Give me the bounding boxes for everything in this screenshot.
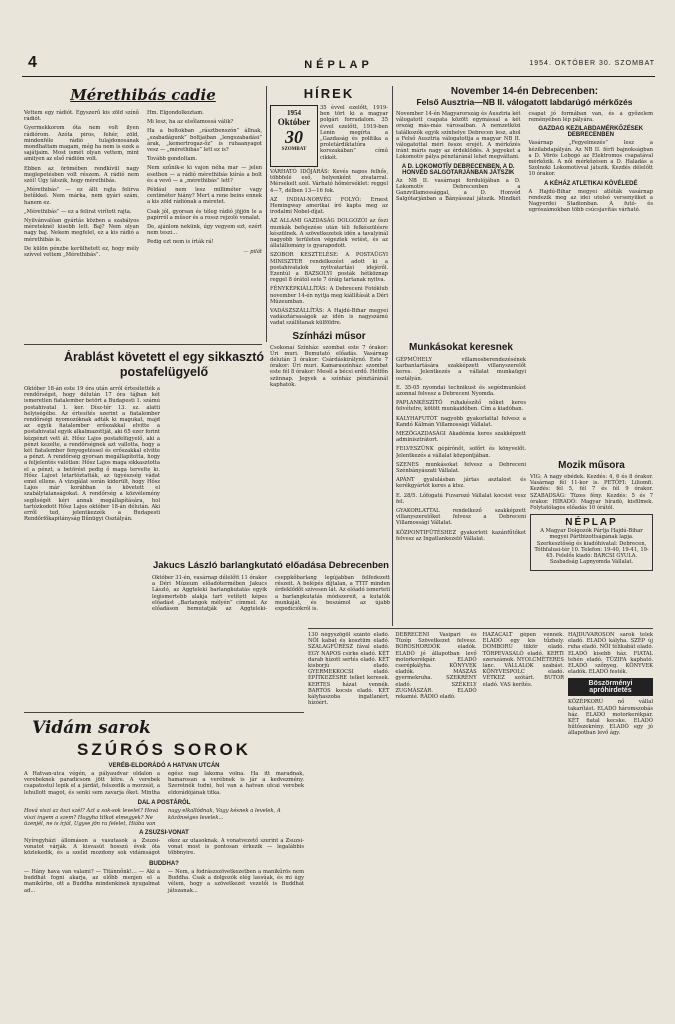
november14-title: November 14-én Debrecenben: xyxy=(450,86,599,97)
date-day: 30 xyxy=(285,127,303,147)
merethibas-p13: Például nem lesz milliméter vagy centiméter hiány? Mert a rene beins ennek a kis zöld rádiónak a méretet. xyxy=(147,187,262,206)
right-boxes xyxy=(530,460,653,624)
vidam-sub2: A ZSUZSI-VONAT xyxy=(139,829,189,836)
jakucs-article xyxy=(152,560,390,626)
divider xyxy=(266,86,267,342)
munkasokat-title: Munkásokat keresnek xyxy=(409,342,513,353)
merethibas-p3: Ebben az örömében rendkívül nagy meglepetésben volt részem. A rádió nem szól! Úgy látszik, hogy mérethibás. xyxy=(24,165,139,185)
merethibas-p11: Tovább gondoltam. xyxy=(147,156,198,163)
november14-subtitle: Felső Ausztria—NB II. válogatott labdarúgó mérkőzés xyxy=(416,97,633,107)
merethibas-p5: „Mérethibás” — ez a felirat virított rajta. xyxy=(24,208,132,215)
hirek-column xyxy=(270,86,388,546)
apro-side xyxy=(568,632,653,1018)
vidam-sarok-title: Vidám sarok xyxy=(32,718,151,738)
szinhazi-body: Csokonai Színház: szombat este 7 órakor: Úri muri. Bemutató előadás. Vasárnap délután 3 órakor: Csárdáskirálynő. Este 7 órakor: Úri muri. Kamaraszínház: szombat este fél 8 órakor: Mesél a bécsi erdő. Hétfőn szünnap. Jegyek a színház pénztáránál kaphatók. xyxy=(270,344,388,388)
divider xyxy=(24,712,304,713)
divider xyxy=(308,628,653,629)
neplap-box xyxy=(530,514,653,571)
job-ad: APÁNT gyalulásban jártas asztalost és kerékgyártót keres a ktsz. xyxy=(396,477,526,490)
merethibas-p12: Nem szűnik-e ki vajon néha mar — jelen esetben — a rádió mérethibás kiírás a bolt és a vevő — a „mérethibás” lett? xyxy=(147,165,262,184)
jakucs-body: Október 31-én, vasárnap délelőtt 11 órakor a Déri Múzeum előadótermében Jakucs László, az Aggteleki barlangkutatás egyik legismertebb alakja tart vetített képes előadást „Barlangok mélyén” címmel. Az előadáson bemutatják az Aggteleki-cseppkőbarlang legújabban felfedezett részeit. A belépés díjtalan, a TTIT minden érdeklődőt szívesen lát. Az előadó ismerteti a barlangkutatás módszereit, a kutatók munkáját, és beszámol az újabb expedíciókról is. xyxy=(152,575,390,613)
hirek-title: HÍREK xyxy=(303,86,355,101)
merethibas-p10: Ha a boltokban „rásztbenszón” állnak, „szabadágunk” boltjaiban „lengszabadási” árak, „kemertrogaz-őz” is ruhaanyagot vesz — „mérethibás” lett ez is? xyxy=(147,128,262,154)
merethibas-p6: Nyilvánvalóan gyártás közben a szabályos méreteknél kisebb lett. Baj? Nem olyan nagy baj. Nekem megfelel, ez a kis rádió a mérethibás is. xyxy=(24,218,139,243)
vidam-body1: A Hatvan-utca végén, a pályaudvar oldalon a verebeknek paradicsom jött létre. A verebek csapatostul lepik el a járdát, felszedik a morzsát, a lehullott magot, és senki sem zavarja őket. Mintha egész nap lakoma volna. Ha itt maradnak, hamarosan a verébnek is jár a kedvezmény. Szeretnék tudni, hol van a hatvan utcai verebek eldorádójának titka. xyxy=(24,771,304,796)
date-weekday: SZOMBAT xyxy=(281,147,307,152)
merethibas-p8: Hm. Elgondolkoztam. xyxy=(147,110,204,116)
divider xyxy=(392,86,393,626)
hirek-item: VADÁSZSZÁLLÍTÁS: A Hajdú-Bihar megyei vadásztársaságok az idén is nagyszámú vadat szállítanak külföldre. xyxy=(270,308,388,327)
november14-body3: A Hajdú-Bihar megyei atléták vasárnap rendezik meg az idei utolsó versenyüket a Nagyerdei Stadionban. A futó- és ugrószámokban több csúcsjavítás várható. xyxy=(528,188,653,214)
arablast-article xyxy=(24,350,304,705)
vidam-sub1: DAL A POSTÁRÓL xyxy=(137,800,191,807)
vidam-kicker: VERÉB-ELDORÁDÓ A HATVAN UTCÁN xyxy=(108,763,220,769)
merethibas-p15: De, ajánlom nekünk, úgy vegyem ezt, ezért nem teszi... xyxy=(147,224,262,237)
hirek-item: VÁRHATÓ IDŐJÁRÁS: Kevés napos felhős, többfelé eső, helyenként zivatarral. Mérsékelt szél. Várható hőmérséklet: reggel 4—7, délben 13—16 fok. xyxy=(270,169,388,194)
november14-sub3: A KÉHÁZ ATLETIKAI KÖVÉLEDÉ xyxy=(544,180,638,187)
job-ad: FELVESZÜNK gépírónőt, sofőrt és könyvelőt. Jelentkezés a vállalat központjában. xyxy=(396,446,526,459)
job-ad: GYAKORLATTAL rendelkező szakképzett villanyszerelőket felvesz a Debreceni Villamossági Vállalat. xyxy=(396,508,526,527)
merethibas-column xyxy=(24,86,262,340)
jakucs-title: Jakucs László barlangkutató előadása Debrecenben xyxy=(152,560,389,571)
merethibas-title: Mérethibás cadie xyxy=(70,86,216,104)
vidam-body3: — Hány hava van valami? — Titánnőnk!... — Aki a buddhát fogni akarja, az előbb menjen el a manikűrbe, ott a Buddha mindenkinek nyugalmat ad... xyxy=(24,869,160,894)
newspaper-name: NÉPLAP xyxy=(304,59,373,71)
job-ad: KÖZPONTIFŰTÉSHEZ gyakorlott kazánfűtőket felvesz az Ingatlankezelő Vállalat. xyxy=(396,529,526,542)
merethibas-p4: „Mérethibás” — ez állt rajta felírva betűkkel. Nem márka, nem gyári szám, hanem ez. xyxy=(24,187,139,206)
szuros-sorok-title: SZÚRÓS SOROK xyxy=(77,740,251,759)
merethibas-p2: Gyermekkorom óta nem volt ilyen rádiórom. Azóta piros, fehér, zöld, mindenféle rádió tulajdonosának mondhattam magam, még ha nem is ezek a sajátjaim. Most ismét olyan vettem, mint amilyen az első rádióm volt. xyxy=(24,125,139,163)
vidam-body4: — Nem, a fodrászszövetkezetben a manikűrös nem Buddha. Csak a dolgozók elég lassúak, és mi úgy vélem, hogy a szövetkezet vezetői is Buddhát játszanak... xyxy=(168,869,304,894)
merethibas-p1: Vettem egy rádiót. Egyszerű kis zöld színű rádiót. xyxy=(24,110,139,123)
vidam-sarok xyxy=(24,718,304,1018)
vidam-body2: Nyíregyházi állomáson a vasutasok a Zsuzsi-vonatot várják. A kisvasút hosszú évek óta közlekedik, és a szelíd mozdony sok vidámságot okoz az utasoknak. A vonatvezető szerint a Zsuzsi-vonat most is pontosan érkezik — legalábbis többnyire. xyxy=(24,837,304,857)
hirek-anniversary: 35 évvel ezelőtt, 1919-ben tört ki a magyar polgári forradalom. 35 évvel ezelőtt, 1919-ben Lenin megírta a „Gazdaság és politika a proletárdiktatúra korszakában” című cikkét. xyxy=(320,105,388,161)
november14-sub2: GAZDAG KEZILABDAMÉRKŐZÉSEK DEBRECENBEN xyxy=(538,126,644,139)
job-ad: KALYHAFUTÓT nagyobb gyakorlattal felvesz a Kandó Kálmán Villamossági Vállalat. xyxy=(396,415,526,428)
apro-col: HAZACALT gépen vennék. ELADÓ egy kis tűzhely. DOMBORÚ tükör eladó. TÖRPEVASALÓ eladó. KERTI szerszámok. NYOLCMÉTERES lánc. VÁLLALOK szabást. KÖNYVESPOLC eladó. VÉTKEZ szótárt. BUTOR eladó. VAS kerítés. xyxy=(482,632,564,688)
divider xyxy=(24,344,262,345)
job-ad: PAPLANKÉSZÍTŐ ruhakészítő nőket keres felvételre, kötött munkaidőben. Cím a kiadóban. xyxy=(396,400,526,413)
apro-title: Böszörményi apróhirdetés xyxy=(568,678,653,696)
job-ad: E. 35-05 nyomdai technikust és segédmunkást azonnal felvesz a Debreceni Nyomda. xyxy=(396,384,526,398)
vidam-poem: Hová viszi az öszi szél? Azt a sok-sok levelet? Hová viszi ingem a szem? Hogyha titkot elmegyek? Ne üzenjél, ne is írjál, Ugyse jön ra felelet, Hiába van nagy elkallódnak, Vagy késnek a levelek, A közönséges levelek... xyxy=(24,808,281,827)
hirek-item: AZ ALLAMI GAZDASÁG DOLGOZÓI az őszi munkák befejezése után téli felkészülésre készülnek. A szövetkezetek idén a tavalyinál nagyobb területen végeztek vetést, és az állatállomány is gyarapodott. xyxy=(270,218,388,250)
apro-col: KÖZÉPKORÚ nő vállal takarítást. ELADÓ háromszobás ház. ELADÓ motorkerékpár. KÉT fiatal kecske. ELADÓ hűtőszekrény. ELADÓ egy jó állapotban levő ágy. xyxy=(568,699,653,737)
november14-article xyxy=(396,86,653,338)
neplap-box-body: A Magyar Dolgozók Pártja Hajdú-Bihar megyei Pártbizottságának lapja. Szerkesztőség és kiadóhivatal: Debrecen, Tóthfalusi-tér 10. Telefon: 19-40, 19-41, 19-45. Felelős kiadó: BARCSI GYULA. Szabadság Lapnyomda Vállalat. xyxy=(534,528,649,566)
apro-col: DEBRECENI Vasipari és Tüzép Szövetkezet felvesz. BOROSHORDÓK eladók. ELADÓ jó állapotban levő motorkerékpár. ELADÓ cserépkályha. KÖNYVEK eladók. MÁSZÁS gyermekruha. SZEKRÉNY eladó. SZÉKELY ZUGMÁSZÁR. ELADÓ rekamié. RÁDIÓ eladó. xyxy=(395,632,477,701)
vidam-sub3: BUDDHA? xyxy=(149,861,179,868)
arablast-title: Árablást követett el egy sikkasztó postafelügyelő xyxy=(63,350,265,379)
hirek-item: FÉNYKÉPKIÁLLÍTÁS: A Debreceni Fotóklub november 14-én nyitja meg kiállítását a Déri Múzeumban. xyxy=(270,286,388,305)
date-month: Október xyxy=(277,117,311,127)
issue-date: 1954. OKTÓBER 30. SZOMBAT xyxy=(529,60,655,67)
job-ad: E. 28/5. Lófogatú Fuvarozó Vállalat kocsist vesz fel. xyxy=(396,492,526,505)
merethibas-signature: — pilát xyxy=(243,248,262,255)
page-number: 4 xyxy=(28,54,37,71)
apro-columns xyxy=(308,632,564,1018)
date-year: 1954 xyxy=(287,109,301,117)
mozi-title: Mozik műsora xyxy=(558,460,625,471)
november14-sub1: A D. LOKOMOTÍV DEBRECENBEN, A D. HONVÉD SALGÓTARJÁNBAN JÁTSZIK xyxy=(401,163,515,176)
neplap-box-title: NÉPLAP xyxy=(565,517,618,529)
apro-col: HAJDÚVÁROSON sarok telek eladó. ELADÓ kályha. SZÉP új ruha eladó. NŐI télikabát eladó. ELADÓ kisebb ház. FIATAL tehén eladó. TŰZIFA kapható. ELADÓ szőnyeg. KÖNYVEK eladók. ELADÓ festék. xyxy=(568,632,653,676)
job-ad: MEZŐGAZDASÁGI Akadémia keres szakképzett adminisztrátort. xyxy=(396,431,526,444)
arablast-body: Október 18-án este 19 óra után arról értesítették a rendőrséget, hogy délután 17 óra tájban két ismeretlen fiatalember betört a Budapesti 1. számú postahivatal 1. ker. Dísz-tér 13. sz. alatti helyiségébe. Az értesítés szerint a fiatalember rendőrségi nyomozóknak adták ki magukat, majd az egyik fiatalember erőszakkal elvitte a postahivatal egyik alkalmazottját, aki 65 ezer forint kézpénzt vett át. Hősz Lajos postafelügyelő, aki a pénzt kezelte, a rendőrségnek azt vallotta, hogy a két fiatalember fenyegetéssel és erőszakkal elvitte a pénzt. A rendőrség gyorsan megállapította, hogy a feljelentés valótlan: Hősz Lajos maga sikkasztotta el a pénzt, a betörést pedig ő maga tervelte ki. Hősz Lajost letartóztatták, az ügyészség vádat emel ellene. A vizsgálat során kiderült, hogy Hősz Lajos már korábban is követett el szabálytalanságokat. A rendőrség a közvélemény segítségét kéri annak megállapítására, hol tartózkodott Hősz Lajos október 18-án délután. Aki erről tud, jelentkezzék a Budapesti Rendőrfőkapitányság Bűnügyi Osztályán. xyxy=(24,386,160,523)
november14-body2: Vasárnap „Fegyelmezés” lesz a kézilabdapályán. Az NB II. férfi bajnokságban a D. Vörös Lobogó az Elektromos csapatával mérkőzik. A női mérkőzésen a D. Haladás a Szolnoki Lokomotívval játszik. Kezdés délelőtt 10 órakor. xyxy=(528,140,653,178)
apro-col: 130 négyszögöl szántó eladó. NŐI kabát és kosztüm eladó. SZALAGFŰRÉSZ fával eladó. EGY NAPOS csirke eladó. KÉT darab hízott sertés eladó. KÉT kisborjú eladó. GYERMEKKOCSI eladó. ÉPÍTKEZÉSRE telket keresek. KERTES házat vennék. BARTÓS kocsis eladó. KÉT kályhaszoba ingatlanért, hízóért. xyxy=(308,632,390,707)
hirek-item: AZ INDIAI-NORVÉG FOLYÓ: Ernest Hemingway amerikai író kapta meg az irodalmi Nobel-díjat. xyxy=(270,196,388,216)
november14-body1: Az NB II. vasárnapi fordulójában a D. Lokomotív Debrecenben a Ganzvillamossággal, a D. Honvéd Salgótarjánban a Bányásszal játszik. Mindkét csapat jó formában van, és a győzelem reményében lép pályára. xyxy=(396,111,653,203)
merethibas-p16: Pedig ezt nem is írták rá! xyxy=(147,239,214,246)
szinhazi-title: Színházi műsor xyxy=(292,330,366,342)
mozi-body: VIG: A nagy ebédek. Kezdés: 4, 6 és 8 órakor. Vasárnap fél 11-kor is. PETŐFI: Liliomfi. Kezdés: fél 5, fél 7 és fél 9 órakor. SZABADSÁG: Tüzes fény. Kezdés: 5 és 7 órakor. HIRADÓ: Magyar híradó, kisfilmek. Folytatólagos előadás 10 órától. xyxy=(530,474,653,512)
date-box xyxy=(270,105,318,167)
job-ad: SZENES munkásokat felvesz a Debreceni Szénbányászati Vállalat. xyxy=(396,461,526,475)
merethibas-p7: De külön pénzbe kerülhetett ez, hogy mély szívvel vettem „Mérethibás”. xyxy=(24,245,139,259)
job-ad: GÉPMÜHELY villamosberendezésének karbantartására szakképzett villanyszerelőt keres. Jelentkezés a vállalat munkaügyi osztályán. xyxy=(396,357,526,382)
hirek-item: SZOBOR KESZTELÉSE: A POSTAÜGYI MINISZTER rendelkezést adott ki a postahivatalok nyitvatartási idejéről. Ezentúl a BAZSOLYI posták hétköznap reggel 8 órától este 7 óráig tartanak nyitva. xyxy=(270,252,388,284)
merethibas-p14: Csak jól, gyorsan és téleg rádió jöjjön le a papírról a műsor és a rossz rejzoló vonalat. xyxy=(147,208,262,221)
merethibas-p9: Mi lesz, ha az elsőlamossá válik? xyxy=(147,119,234,126)
page-header xyxy=(22,54,655,77)
november14-body: November 14-én Magyarország és Ausztria két válogatott csapata között egymással a két ország más-más városaiban. A nemzetközi találkozók egyik színhelye Debrecen lesz, ahol a Felső Ausztria válogatottja a magyar NB II. válogatottal méri össze erejét. A mérkőzés iránt máris nagy az érdeklődés. A jegyeket a Lokomotív pálya pénztáránál lehet megváltani. xyxy=(396,111,521,161)
munkasokat-column xyxy=(396,342,526,624)
